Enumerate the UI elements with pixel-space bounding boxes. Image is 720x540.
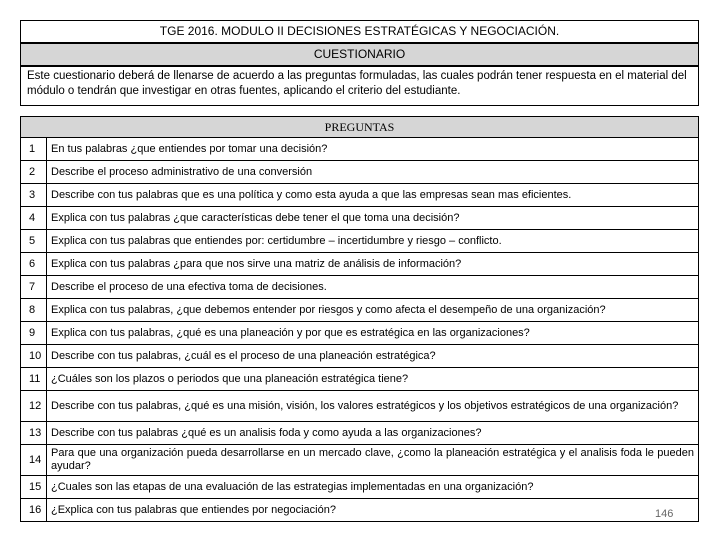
table-row <box>21 368 699 391</box>
table-row <box>21 207 699 230</box>
table-heading: PREGUNTAS <box>21 117 699 138</box>
question-text: En tus palabras ¿que entiendes por tomar una decisión? <box>47 138 699 161</box>
table-row <box>21 184 699 207</box>
table-row <box>21 345 699 368</box>
section-title: CUESTIONARIO <box>20 43 699 66</box>
table-row <box>21 445 699 476</box>
question-text: Explica con tus palabras ¿que características debe tener el que toma una decisión? <box>47 207 699 230</box>
question-text: Describe con tus palabras que es una política y como esta ayuda a que las empresas sean mas eficientes. <box>47 184 699 207</box>
document-title: TGE 2016. MODULO II DECISIONES ESTRATÉGICAS Y NEGOCIACIÓN. <box>20 20 699 43</box>
question-text: Describe con tus palabras ¿qué es un analisis foda y como ayuda a las organizaciones? <box>47 422 699 445</box>
question-number: 14 <box>21 445 47 476</box>
question-number: 8 <box>21 299 47 322</box>
table-row <box>21 161 699 184</box>
table-row <box>21 138 699 161</box>
question-number: 4 <box>21 207 47 230</box>
question-number: 5 <box>21 230 47 253</box>
question-number: 2 <box>21 161 47 184</box>
question-number: 12 <box>21 391 47 422</box>
question-number: 13 <box>21 422 47 445</box>
question-number: 9 <box>21 322 47 345</box>
question-text: Explica con tus palabras, ¿que debemos entender por riesgos y como afecta el desempeño de una organización? <box>47 299 699 322</box>
table-row <box>21 253 699 276</box>
table-row <box>21 422 699 445</box>
table-row <box>21 299 699 322</box>
table-row <box>21 322 699 345</box>
table-row <box>21 499 699 522</box>
question-number: 11 <box>21 368 47 391</box>
page-number: 146 <box>655 508 674 520</box>
question-text: Describe el proceso de una efectiva toma de decisiones. <box>47 276 699 299</box>
table-row <box>21 391 699 422</box>
question-text: Para que una organización pueda desarrollarse en un mercado clave, ¿como la planeación estratégica y el analisis foda le pueden ayudar? <box>47 445 699 476</box>
question-text: ¿Cuales son las etapas de una evaluación de las estrategias implementadas en una organización? <box>47 476 699 499</box>
question-text: ¿Cuáles son los plazos o periodos que una planeación estratégica tiene? <box>47 368 699 391</box>
question-text: Describe con tus palabras, ¿qué es una misión, visión, los valores estratégicos y los objetivos estratégicos de una organización? <box>47 391 699 422</box>
question-number: 10 <box>21 345 47 368</box>
question-text: Explica con tus palabras ¿para que nos sirve una matriz de análisis de información? <box>47 253 699 276</box>
question-number: 16 <box>21 499 47 522</box>
table-row <box>21 230 699 253</box>
question-text: ¿Explica con tus palabras que entiendes por negociación? <box>47 499 699 522</box>
question-text: Explica con tus palabras, ¿qué es una planeación y por que es estratégica en las organizaciones? <box>47 322 699 345</box>
question-number: 6 <box>21 253 47 276</box>
question-text: Explica con tus palabras que entiendes por: certidumbre – incertidumbre y riesgo – conflicto. <box>47 230 699 253</box>
table-row <box>21 276 699 299</box>
questions-table <box>20 116 699 522</box>
intro-paragraph: Este cuestionario deberá de llenarse de acuerdo a las preguntas formuladas, las cuales podrán tener respuesta en el material del módulo o tendrán que investigar en otras fuentes, aplicando el criterio del estudiante. <box>20 66 699 106</box>
question-text: Describe el proceso administrativo de una conversión <box>47 161 699 184</box>
question-number: 3 <box>21 184 47 207</box>
question-text: Describe con tus palabras, ¿cuál es el proceso de una planeación estratégica? <box>47 345 699 368</box>
question-number: 7 <box>21 276 47 299</box>
table-row <box>21 476 699 499</box>
question-number: 1 <box>21 138 47 161</box>
question-number: 15 <box>21 476 47 499</box>
